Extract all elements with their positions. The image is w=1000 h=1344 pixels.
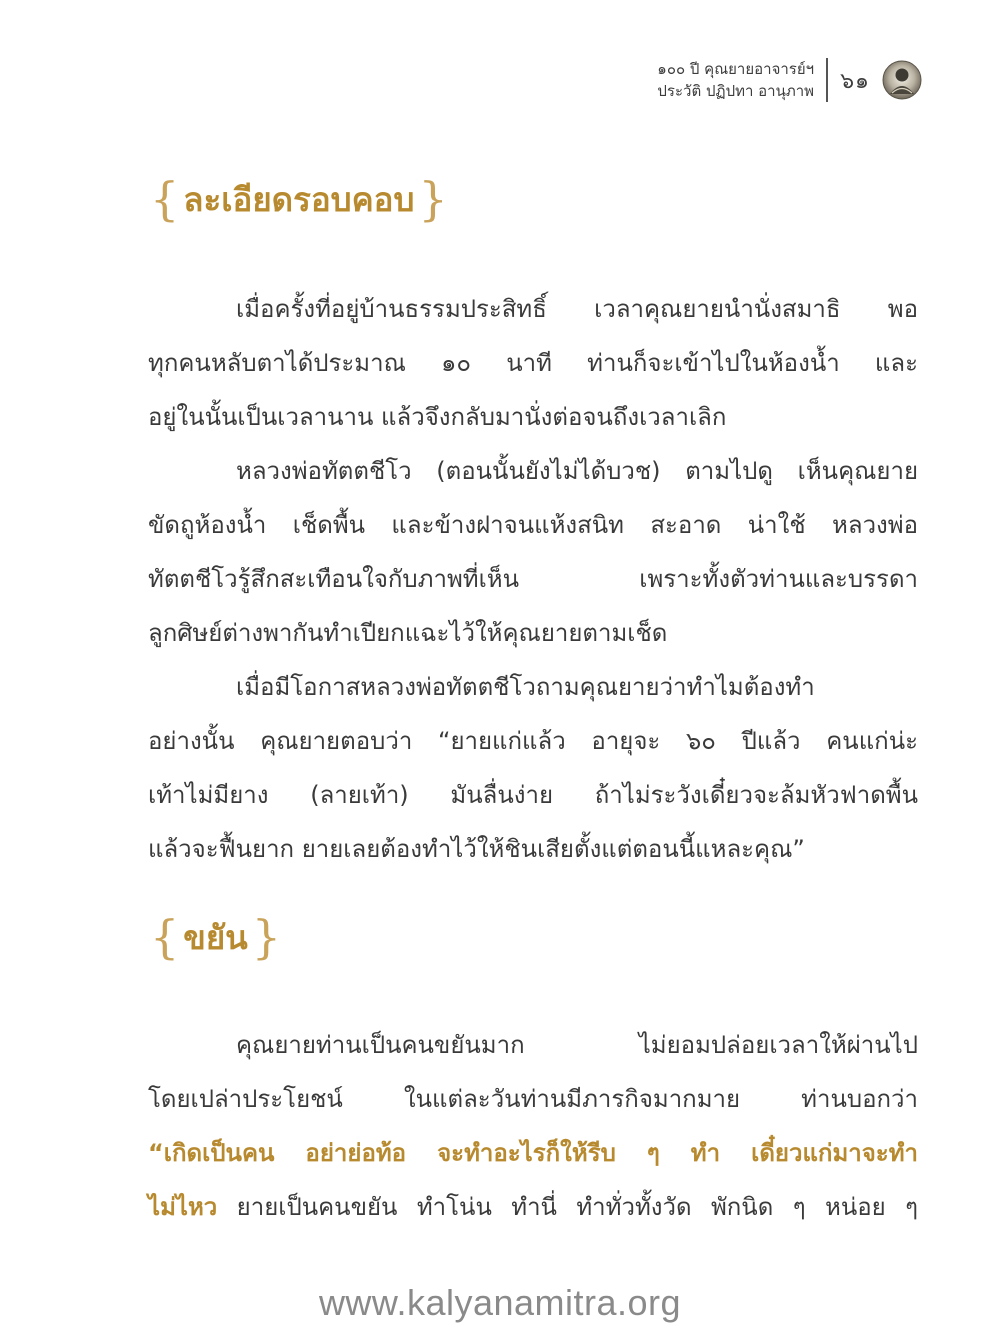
page-number: ๖๑: [840, 68, 870, 94]
section-heading-diligence: [150, 910, 282, 964]
header-title-block: [657, 58, 814, 102]
text-line: เมื่อมีโอกาสหลวงพ่อทัตตชีโวถามคุณยายว่าทำไมต้องทำ: [236, 673, 815, 701]
website-watermark: www.kalyanamitra.org: [318, 1282, 682, 1323]
text-line: เมื่อครั้งที่อยู่บ้านธรรมประสิทธิ์ เวลาคุณยายนำนั่งสมาธิ พอ: [236, 295, 918, 323]
section-heading-thoroughness: [150, 172, 448, 226]
text-line: เท้าไม่มียาง (ลายเท้า) มันลื่นง่าย ถ้าไม่ระวังเดี๋ยวจะล้มหัวฟาดพื้น: [148, 781, 918, 809]
text-fragment: ยายเป็นคนขยัน ทำโน่น ทำนี่ ทำทั่วทั้งวัด พักนิด ๆ หน่อย ๆ: [217, 1193, 918, 1221]
text-line: หลวงพ่อทัตตชีโว (ตอนนั้นยังไม่ได้บวช) ตามไปดู เห็นคุณยาย: [236, 457, 918, 485]
highlighted-quote-line: “เกิดเป็นคน อย่าย่อท้อ จะทำอะไรก็ให้รีบ ๆ ทำ เดี๋ยวแก่มาจะทำ: [148, 1139, 918, 1167]
text-line: ทัตตชีโวรู้สึกสะเทือนใจกับภาพที่เห็น เพราะทั้งตัวท่านและบรรดา: [148, 565, 918, 593]
paragraph: [148, 444, 918, 660]
section-title: ละเอียดรอบคอบ: [183, 179, 415, 219]
text-line: คุณยายท่านเป็นคนขยันมาก ไม่ยอมปล่อยเวลาให้ผ่านไป: [236, 1031, 918, 1059]
text-line: ทุกคนหลับตาได้ประมาณ ๑๐ นาที ท่านก็จะเข้าไปในห้องน้ำ และ: [148, 349, 918, 377]
section-title: ขยัน: [183, 917, 248, 957]
left-brace-ornament: {: [150, 910, 180, 964]
running-header: [657, 58, 922, 102]
text-line: แล้วจะฟื้นยาก ยายเลยต้องทำไว้ให้ชินเสียตั้งแต่ตอนนี้แหละคุณ”: [148, 835, 805, 863]
header-divider: [826, 58, 828, 102]
right-brace-ornament: }: [418, 172, 448, 226]
text-line: โดยเปล่าประโยชน์ ในแต่ละวันท่านมีภารกิจมากมาย ท่านบอกว่า: [148, 1085, 918, 1113]
section-body-thoroughness: [148, 282, 918, 876]
header-book-title: ๑๐๐ ปี คุณยายอาจารย์ฯ: [657, 60, 815, 78]
paragraph: [148, 1018, 918, 1234]
right-brace-ornament: }: [251, 910, 282, 964]
monk-portrait-emblem-icon: [882, 60, 922, 100]
paragraph: [148, 660, 918, 876]
text-line: อย่างนั้น คุณยายตอบว่า “ยายแก่แล้ว อายุจะ ๖๐ ปีแล้ว คนแก่น่ะ: [148, 727, 918, 755]
section-body-diligence: [148, 1018, 918, 1234]
text-line: ขัดถูห้องน้ำ เช็ดพื้น และข้างฝาจนแห้งสนิท สะอาด น่าใช้ หลวงพ่อ: [148, 511, 918, 539]
text-line: ลูกศิษย์ต่างพากันทำเปียกแฉะไว้ให้คุณยายตามเช็ด: [148, 619, 668, 647]
paragraph: [148, 282, 918, 444]
header-book-subtitle: ประวัติ ปฏิปทา อานุภาพ: [657, 82, 815, 100]
text-line: อยู่ในนั้นเป็นเวลานาน แล้วจึงกลับมานั่งต่อจนถึงเวลาเลิก: [148, 403, 727, 431]
mixed-text-line: [148, 1180, 918, 1234]
highlighted-quote-end: ไม่ไหว: [148, 1193, 218, 1221]
left-brace-ornament: {: [150, 172, 180, 226]
